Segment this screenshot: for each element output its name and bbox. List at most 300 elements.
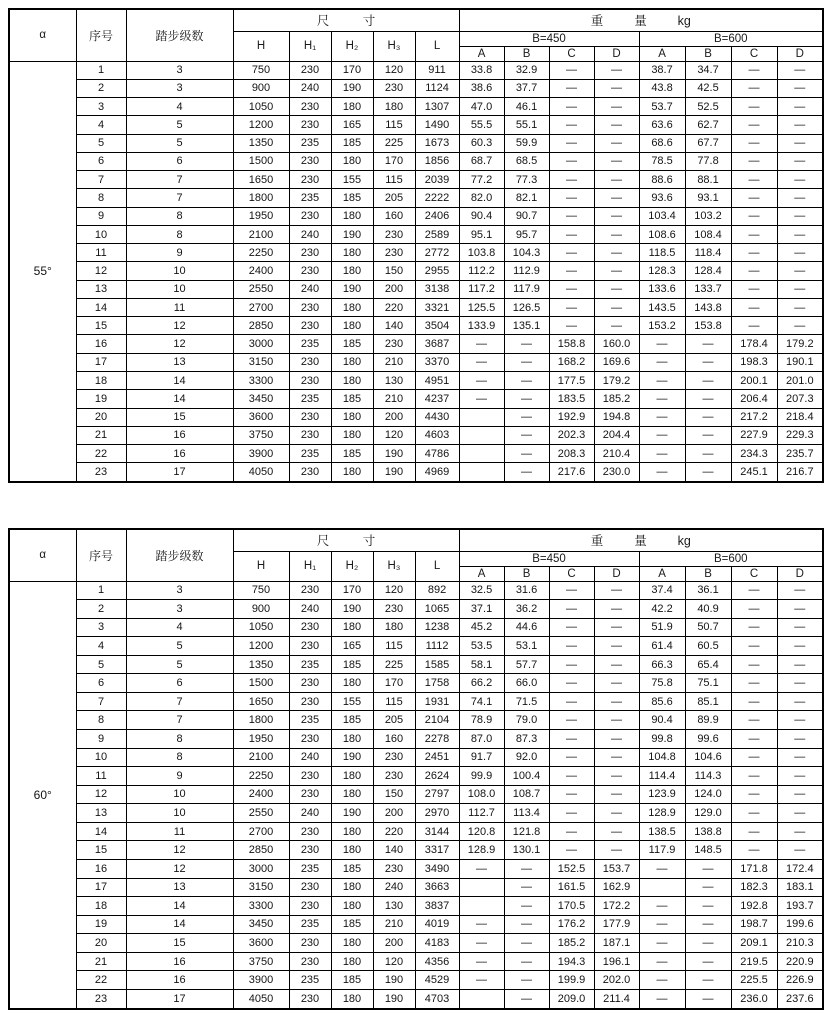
cell-B450-B: — bbox=[504, 463, 549, 482]
cell-H: 900 bbox=[233, 79, 289, 97]
table-row bbox=[9, 353, 823, 371]
cell-H1: 230 bbox=[289, 767, 331, 786]
cell-H2: 185 bbox=[331, 189, 373, 207]
table-row bbox=[9, 878, 823, 897]
cell-B450-B: — bbox=[504, 878, 549, 897]
cell-H3: 130 bbox=[373, 372, 415, 390]
cell-H: 1800 bbox=[233, 711, 289, 730]
cell-B450-A bbox=[459, 897, 504, 916]
cell-B450-C: — bbox=[549, 711, 594, 730]
cell-B600-C: 178.4 bbox=[731, 335, 777, 353]
cell-seq: 16 bbox=[76, 859, 126, 878]
cell-B600-D: — bbox=[777, 785, 823, 804]
cell-H2: 190 bbox=[331, 748, 373, 767]
cell-B600-D: — bbox=[777, 225, 823, 243]
cell-H2: 180 bbox=[331, 372, 373, 390]
cell-H: 3450 bbox=[233, 390, 289, 408]
cell-H1: 230 bbox=[289, 934, 331, 953]
cell-B600-D: — bbox=[777, 116, 823, 134]
cell-H3: 150 bbox=[373, 262, 415, 280]
cell-B450-D: — bbox=[594, 79, 639, 97]
cell-steps: 10 bbox=[126, 280, 233, 298]
cell-B450-B: 71.5 bbox=[504, 692, 549, 711]
cell-steps: 7 bbox=[126, 711, 233, 730]
cell-L: 3490 bbox=[415, 859, 459, 878]
cell-L: 1931 bbox=[415, 692, 459, 711]
cell-H: 1200 bbox=[233, 637, 289, 656]
cell-B450-C: — bbox=[549, 804, 594, 823]
table-row bbox=[9, 116, 823, 134]
cell-H2: 180 bbox=[331, 878, 373, 897]
cell-B600-A: 85.6 bbox=[639, 692, 685, 711]
alpha-value: 55° bbox=[9, 61, 76, 482]
cell-H3: 140 bbox=[373, 841, 415, 860]
cell-B450-C: 208.3 bbox=[549, 445, 594, 463]
cell-H2: 190 bbox=[331, 79, 373, 97]
alpha-value: 60° bbox=[9, 581, 76, 1009]
cell-B450-D: 179.2 bbox=[594, 372, 639, 390]
cell-seq: 21 bbox=[76, 952, 126, 971]
cell-B450-D: 153.7 bbox=[594, 859, 639, 878]
cell-steps: 5 bbox=[126, 116, 233, 134]
cell-H3: 200 bbox=[373, 804, 415, 823]
cell-B450-B: — bbox=[504, 426, 549, 444]
cell-H3: 150 bbox=[373, 785, 415, 804]
cell-B600-D: 210.3 bbox=[777, 934, 823, 953]
cell-B450-C: — bbox=[549, 730, 594, 749]
cell-H1: 230 bbox=[289, 262, 331, 280]
cell-B600-D: 229.3 bbox=[777, 426, 823, 444]
cell-seq: 15 bbox=[76, 841, 126, 860]
header-col-D-600: D bbox=[777, 46, 823, 61]
cell-L: 2222 bbox=[415, 189, 459, 207]
table-row bbox=[9, 408, 823, 426]
cell-seq: 18 bbox=[76, 372, 126, 390]
cell-steps: 10 bbox=[126, 785, 233, 804]
cell-H1: 240 bbox=[289, 748, 331, 767]
cell-B600-B: 40.9 bbox=[685, 600, 731, 619]
cell-H: 3000 bbox=[233, 859, 289, 878]
cell-H3: 230 bbox=[373, 79, 415, 97]
cell-H: 1650 bbox=[233, 171, 289, 189]
cell-seq: 1 bbox=[76, 581, 126, 600]
cell-H: 4050 bbox=[233, 463, 289, 482]
cell-B600-C: — bbox=[731, 730, 777, 749]
cell-seq: 13 bbox=[76, 280, 126, 298]
cell-H: 3300 bbox=[233, 372, 289, 390]
cell-B450-D: — bbox=[594, 134, 639, 152]
cell-B450-D: — bbox=[594, 655, 639, 674]
cell-H3: 170 bbox=[373, 674, 415, 693]
cell-B450-D: 230.0 bbox=[594, 463, 639, 482]
table-row bbox=[9, 989, 823, 1009]
cell-B600-B: — bbox=[685, 372, 731, 390]
table-row bbox=[9, 897, 823, 916]
cell-B450-C: — bbox=[549, 298, 594, 316]
cell-B450-D: — bbox=[594, 317, 639, 335]
cell-H3: 230 bbox=[373, 335, 415, 353]
cell-B450-D: 177.9 bbox=[594, 915, 639, 934]
cell-B600-D: 235.7 bbox=[777, 445, 823, 463]
cell-H1: 230 bbox=[289, 408, 331, 426]
cell-B600-B: — bbox=[685, 915, 731, 934]
cell-seq: 2 bbox=[76, 600, 126, 619]
cell-H3: 210 bbox=[373, 390, 415, 408]
cell-B600-C: — bbox=[731, 79, 777, 97]
cell-B450-A: 120.8 bbox=[459, 822, 504, 841]
cell-B600-D: — bbox=[777, 244, 823, 262]
cell-B600-A: 99.8 bbox=[639, 730, 685, 749]
cell-seq: 3 bbox=[76, 618, 126, 637]
table-row bbox=[9, 61, 823, 79]
table-row bbox=[9, 445, 823, 463]
cell-steps: 10 bbox=[126, 262, 233, 280]
cell-H1: 230 bbox=[289, 298, 331, 316]
cell-H3: 220 bbox=[373, 298, 415, 316]
cell-H: 1050 bbox=[233, 98, 289, 116]
cell-seq: 10 bbox=[76, 748, 126, 767]
cell-H: 2250 bbox=[233, 767, 289, 786]
cell-H1: 230 bbox=[289, 317, 331, 335]
cell-B450-B: — bbox=[504, 971, 549, 990]
cell-steps: 14 bbox=[126, 897, 233, 916]
cell-B600-A: 43.8 bbox=[639, 79, 685, 97]
cell-B450-D: — bbox=[594, 637, 639, 656]
table-row bbox=[9, 244, 823, 262]
cell-L: 2104 bbox=[415, 711, 459, 730]
cell-H3: 180 bbox=[373, 98, 415, 116]
cell-B450-A: — bbox=[459, 390, 504, 408]
cell-B600-D: — bbox=[777, 581, 823, 600]
cell-L: 4951 bbox=[415, 372, 459, 390]
cell-H2: 170 bbox=[331, 581, 373, 600]
cell-B600-A: 153.2 bbox=[639, 317, 685, 335]
cell-B600-B: 65.4 bbox=[685, 655, 731, 674]
cell-B600-A: — bbox=[639, 989, 685, 1009]
table-body bbox=[9, 581, 823, 1009]
cell-steps: 5 bbox=[126, 134, 233, 152]
cell-B450-A bbox=[459, 445, 504, 463]
header-col-L: L bbox=[415, 551, 459, 581]
cell-B450-B: — bbox=[504, 859, 549, 878]
cell-H1: 230 bbox=[289, 98, 331, 116]
cell-B600-D: 193.7 bbox=[777, 897, 823, 916]
cell-B600-B: 99.6 bbox=[685, 730, 731, 749]
cell-B450-A: 45.2 bbox=[459, 618, 504, 637]
cell-H1: 235 bbox=[289, 971, 331, 990]
cell-B600-D: — bbox=[777, 748, 823, 767]
table-row bbox=[9, 711, 823, 730]
cell-B600-C: — bbox=[731, 116, 777, 134]
header-col-C-600: C bbox=[731, 566, 777, 581]
cell-B600-B: — bbox=[685, 390, 731, 408]
cell-B600-B: 36.1 bbox=[685, 581, 731, 600]
cell-seq: 15 bbox=[76, 317, 126, 335]
cell-H1: 240 bbox=[289, 280, 331, 298]
cell-B600-A: — bbox=[639, 915, 685, 934]
cell-L: 4529 bbox=[415, 971, 459, 990]
cell-seq: 17 bbox=[76, 878, 126, 897]
cell-seq: 3 bbox=[76, 98, 126, 116]
cell-L: 4430 bbox=[415, 408, 459, 426]
header-seq: 序号 bbox=[76, 529, 126, 581]
cell-L: 1758 bbox=[415, 674, 459, 693]
cell-B450-C: — bbox=[549, 244, 594, 262]
header-steps: 踏步级数 bbox=[126, 529, 233, 581]
cell-L: 3317 bbox=[415, 841, 459, 860]
cell-B600-A: 138.5 bbox=[639, 822, 685, 841]
cell-B450-B: 31.6 bbox=[504, 581, 549, 600]
cell-B450-C: — bbox=[549, 61, 594, 79]
cell-B600-C: — bbox=[731, 767, 777, 786]
cell-B450-B: 46.1 bbox=[504, 98, 549, 116]
cell-L: 1065 bbox=[415, 600, 459, 619]
cell-seq: 17 bbox=[76, 353, 126, 371]
cell-steps: 16 bbox=[126, 971, 233, 990]
cell-seq: 12 bbox=[76, 262, 126, 280]
cell-H2: 185 bbox=[331, 655, 373, 674]
table-row bbox=[9, 262, 823, 280]
cell-B600-A: 75.8 bbox=[639, 674, 685, 693]
cell-L: 2772 bbox=[415, 244, 459, 262]
cell-H2: 180 bbox=[331, 262, 373, 280]
cell-B600-D: 172.4 bbox=[777, 859, 823, 878]
cell-H1: 230 bbox=[289, 637, 331, 656]
cell-B450-B: — bbox=[504, 445, 549, 463]
cell-B600-B: 143.8 bbox=[685, 298, 731, 316]
cell-L: 2589 bbox=[415, 225, 459, 243]
cell-H3: 205 bbox=[373, 189, 415, 207]
cell-H: 1950 bbox=[233, 207, 289, 225]
cell-steps: 11 bbox=[126, 298, 233, 316]
cell-B600-B: — bbox=[685, 335, 731, 353]
table-row bbox=[9, 372, 823, 390]
cell-B450-B: 92.0 bbox=[504, 748, 549, 767]
cell-B600-C: — bbox=[731, 711, 777, 730]
cell-H2: 185 bbox=[331, 711, 373, 730]
cell-B600-A: 133.6 bbox=[639, 280, 685, 298]
cell-steps: 14 bbox=[126, 915, 233, 934]
cell-B450-A: 58.1 bbox=[459, 655, 504, 674]
cell-B600-B: 133.7 bbox=[685, 280, 731, 298]
cell-steps: 14 bbox=[126, 372, 233, 390]
cell-B600-D: 201.0 bbox=[777, 372, 823, 390]
cell-H2: 190 bbox=[331, 225, 373, 243]
cell-seq: 7 bbox=[76, 692, 126, 711]
cell-B450-D: 210.4 bbox=[594, 445, 639, 463]
cell-B450-A: — bbox=[459, 859, 504, 878]
cell-seq: 23 bbox=[76, 989, 126, 1009]
cell-B600-C: — bbox=[731, 804, 777, 823]
cell-H1: 230 bbox=[289, 878, 331, 897]
cell-H1: 240 bbox=[289, 600, 331, 619]
cell-L: 4703 bbox=[415, 989, 459, 1009]
table-row bbox=[9, 152, 823, 170]
cell-B450-D: — bbox=[594, 730, 639, 749]
cell-H3: 115 bbox=[373, 637, 415, 656]
cell-B600-C: — bbox=[731, 225, 777, 243]
cell-B450-A: 66.2 bbox=[459, 674, 504, 693]
cell-steps: 3 bbox=[126, 79, 233, 97]
cell-B600-A: 93.6 bbox=[639, 189, 685, 207]
cell-H2: 180 bbox=[331, 244, 373, 262]
table-row bbox=[9, 674, 823, 693]
cell-B450-A: 108.0 bbox=[459, 785, 504, 804]
cell-B600-C: 206.4 bbox=[731, 390, 777, 408]
cell-B600-A: 38.7 bbox=[639, 61, 685, 79]
cell-H: 2550 bbox=[233, 804, 289, 823]
table-row bbox=[9, 463, 823, 482]
cell-steps: 13 bbox=[126, 878, 233, 897]
cell-seq: 13 bbox=[76, 804, 126, 823]
cell-seq: 23 bbox=[76, 463, 126, 482]
cell-seq: 20 bbox=[76, 408, 126, 426]
cell-B450-B: 112.9 bbox=[504, 262, 549, 280]
cell-H2: 185 bbox=[331, 915, 373, 934]
cell-H: 1650 bbox=[233, 692, 289, 711]
cell-steps: 9 bbox=[126, 767, 233, 786]
cell-H2: 180 bbox=[331, 730, 373, 749]
header-col-B-450: B bbox=[504, 566, 549, 581]
cell-B450-C: — bbox=[549, 280, 594, 298]
cell-H1: 230 bbox=[289, 618, 331, 637]
cell-H3: 180 bbox=[373, 618, 415, 637]
cell-B450-B: 57.7 bbox=[504, 655, 549, 674]
cell-B600-A: 63.6 bbox=[639, 116, 685, 134]
cell-B600-C: — bbox=[731, 637, 777, 656]
cell-H: 3750 bbox=[233, 952, 289, 971]
cell-seq: 16 bbox=[76, 335, 126, 353]
cell-B450-D: 202.0 bbox=[594, 971, 639, 990]
cell-B600-C: — bbox=[731, 600, 777, 619]
cell-B450-B: 44.6 bbox=[504, 618, 549, 637]
cell-H: 2400 bbox=[233, 785, 289, 804]
cell-B600-D: 190.1 bbox=[777, 353, 823, 371]
cell-B450-D: — bbox=[594, 262, 639, 280]
cell-B600-C: — bbox=[731, 152, 777, 170]
cell-B600-B: — bbox=[685, 445, 731, 463]
cell-B450-A: 74.1 bbox=[459, 692, 504, 711]
cell-steps: 3 bbox=[126, 61, 233, 79]
header-col-H2: H₂ bbox=[331, 31, 373, 61]
cell-H: 3900 bbox=[233, 445, 289, 463]
cell-H1: 240 bbox=[289, 225, 331, 243]
cell-B450-D: — bbox=[594, 711, 639, 730]
cell-B450-C: — bbox=[549, 767, 594, 786]
cell-B450-C: 183.5 bbox=[549, 390, 594, 408]
cell-L: 4183 bbox=[415, 934, 459, 953]
cell-H3: 140 bbox=[373, 317, 415, 335]
cell-H3: 130 bbox=[373, 897, 415, 916]
cell-B450-D: 160.0 bbox=[594, 335, 639, 353]
cell-H1: 230 bbox=[289, 581, 331, 600]
cell-B600-A: 108.6 bbox=[639, 225, 685, 243]
cell-B600-D: — bbox=[777, 262, 823, 280]
cell-H: 750 bbox=[233, 61, 289, 79]
cell-H3: 160 bbox=[373, 730, 415, 749]
cell-B600-C: — bbox=[731, 134, 777, 152]
cell-seq: 11 bbox=[76, 767, 126, 786]
cell-H2: 185 bbox=[331, 971, 373, 990]
cell-B600-D: — bbox=[777, 674, 823, 693]
cell-H3: 120 bbox=[373, 952, 415, 971]
cell-B600-D: — bbox=[777, 655, 823, 674]
header-col-B-600: B bbox=[685, 46, 731, 61]
cell-B600-D: — bbox=[777, 822, 823, 841]
cell-B450-A: 38.6 bbox=[459, 79, 504, 97]
cell-B600-C: — bbox=[731, 61, 777, 79]
table-row bbox=[9, 822, 823, 841]
cell-H1: 230 bbox=[289, 372, 331, 390]
table-row bbox=[9, 225, 823, 243]
cell-H3: 230 bbox=[373, 244, 415, 262]
cell-B600-B: 104.6 bbox=[685, 748, 731, 767]
cell-B600-A: — bbox=[639, 335, 685, 353]
cell-H3: 120 bbox=[373, 426, 415, 444]
cell-H2: 180 bbox=[331, 463, 373, 482]
cell-B600-C: 209.1 bbox=[731, 934, 777, 953]
cell-L: 4969 bbox=[415, 463, 459, 482]
cell-B450-B: 55.1 bbox=[504, 116, 549, 134]
cell-B600-D: — bbox=[777, 280, 823, 298]
cell-H1: 230 bbox=[289, 785, 331, 804]
cell-B450-C: 176.2 bbox=[549, 915, 594, 934]
cell-B450-A: 87.0 bbox=[459, 730, 504, 749]
cell-H2: 180 bbox=[331, 822, 373, 841]
cell-H1: 240 bbox=[289, 79, 331, 97]
cell-steps: 6 bbox=[126, 152, 233, 170]
cell-B450-B: 66.0 bbox=[504, 674, 549, 693]
cell-B600-B: 77.8 bbox=[685, 152, 731, 170]
cell-H: 3000 bbox=[233, 335, 289, 353]
cell-B600-C: — bbox=[731, 171, 777, 189]
cell-L: 3663 bbox=[415, 878, 459, 897]
cell-B450-A: — bbox=[459, 915, 504, 934]
cell-B450-B: 53.1 bbox=[504, 637, 549, 656]
cell-B600-A: 143.5 bbox=[639, 298, 685, 316]
cell-B450-D: — bbox=[594, 116, 639, 134]
cell-H: 2700 bbox=[233, 822, 289, 841]
table-row bbox=[9, 859, 823, 878]
header-row-1 bbox=[9, 529, 823, 551]
cell-B600-D: — bbox=[777, 692, 823, 711]
cell-seq: 19 bbox=[76, 915, 126, 934]
cell-B600-C: — bbox=[731, 785, 777, 804]
cell-B450-D: — bbox=[594, 748, 639, 767]
cell-B450-C: — bbox=[549, 692, 594, 711]
cell-B450-A: 128.9 bbox=[459, 841, 504, 860]
table-row bbox=[9, 915, 823, 934]
cell-B450-A: — bbox=[459, 971, 504, 990]
cell-B450-C: — bbox=[549, 152, 594, 170]
cell-B600-B: 148.5 bbox=[685, 841, 731, 860]
cell-H3: 120 bbox=[373, 581, 415, 600]
cell-B600-C: — bbox=[731, 98, 777, 116]
cell-steps: 17 bbox=[126, 989, 233, 1009]
cell-H: 3600 bbox=[233, 934, 289, 953]
cell-H1: 230 bbox=[289, 61, 331, 79]
cell-B450-B: — bbox=[504, 408, 549, 426]
header-weight-kg: 重 量 kg bbox=[459, 529, 823, 551]
cell-B600-A: 37.4 bbox=[639, 581, 685, 600]
cell-steps: 10 bbox=[126, 804, 233, 823]
cell-H: 2700 bbox=[233, 298, 289, 316]
cell-B600-B: — bbox=[685, 426, 731, 444]
cell-H2: 185 bbox=[331, 859, 373, 878]
cell-H2: 180 bbox=[331, 98, 373, 116]
cell-B600-B: 128.4 bbox=[685, 262, 731, 280]
cell-B600-B: 124.0 bbox=[685, 785, 731, 804]
